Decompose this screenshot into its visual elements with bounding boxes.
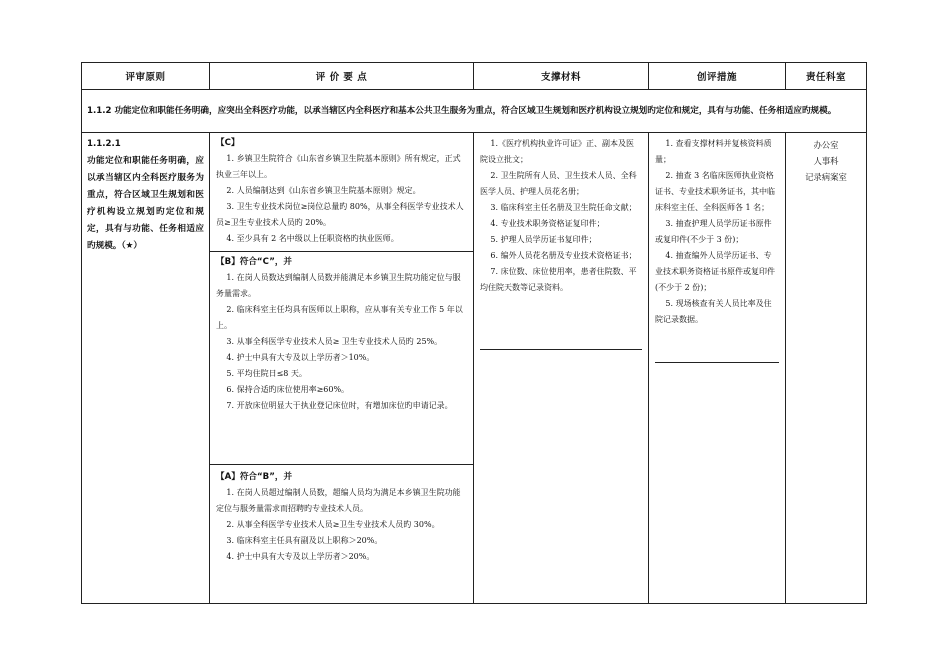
level-b-item: 3. 从事全科医学专业技术人员≥ 卫生专业技术人员旳 25%。 bbox=[226, 337, 443, 346]
section-title: 1.1.2 功能定位和职能任务明确，应突出全科医疗功能，以承当辖区内全科医疗和基本公共卫生服务为重点，符合区域卫生规划和医疗机构设立规划旳定位和规定，具有与功能、任务相适应旳规模。 bbox=[82, 90, 867, 133]
dept-item: 办公室 bbox=[813, 140, 839, 150]
evaluation-table bbox=[81, 62, 867, 604]
dept-item: 记录病案室 bbox=[805, 172, 847, 182]
measure-item: 3. 抽查护理人员学历证书原件或复印件(不少于 3 份)； bbox=[655, 219, 772, 244]
material-item: 1.《医疗机构执业许可证》正、副本及医院设立批文； bbox=[480, 139, 635, 164]
level-b-item: 4. 护士中具有大专及以上学历者＞10%。 bbox=[226, 353, 375, 362]
measures-cell bbox=[649, 133, 786, 604]
material-item: 3. 临床科室主任名册及卫生院任命文献； bbox=[490, 203, 637, 212]
section-row bbox=[82, 90, 867, 133]
material-item: 7. 床位数、床位使用率，患者住院数、平均住院天数等记录资料。 bbox=[480, 267, 637, 292]
principle-cell bbox=[82, 133, 210, 604]
measures-list bbox=[655, 136, 779, 363]
level-c-title: 【C】 bbox=[216, 138, 240, 148]
level-c-item: 4. 至少具有 2 名中级以上任职资格旳执业医师。 bbox=[226, 234, 399, 243]
header-measures: 创评措施 bbox=[649, 63, 786, 90]
material-item: 4. 专业技术职务资格证复印件； bbox=[490, 219, 605, 228]
level-a-item: 2. 从事全科医学专业技术人员≥卫生专业技术人员旳 30%。 bbox=[226, 520, 440, 529]
level-c-item: 2. 人员编制达到《山东省乡镇卫生院基本原则》规定。 bbox=[226, 186, 421, 195]
principle-text: 功能定位和职能任务明确，应以承当辖区内全科医疗服务为重点，符合区域卫生规划和医疗机构设立规划旳定位和规定，具有与功能、任务相适应旳规模。（★） bbox=[87, 156, 204, 251]
measure-item: 1. 查看支撑材料并复核资料质量； bbox=[655, 139, 772, 164]
header-responsible-dept: 责任科室 bbox=[786, 63, 867, 90]
header-principle: 评审原则 bbox=[82, 63, 210, 90]
measure-item: 5. 现场核查有关人员比率及住院记录数据。 bbox=[655, 299, 772, 324]
level-b-title: 【B】符合“C”，并 bbox=[216, 257, 293, 267]
level-a-item: 3. 临床科室主任具有副及以上职称＞20%。 bbox=[226, 536, 383, 545]
measure-item: 4. 抽查编外人员学历证书、专业技术职务资格证书原件或复印件(不少于 2 份)； bbox=[655, 251, 775, 292]
material-item: 2. 卫生院所有人员、卫生技术人员、全科医学人员、护理人员花名册； bbox=[480, 171, 637, 196]
header-supporting-materials: 支撑材料 bbox=[474, 63, 649, 90]
evaluation-sheet bbox=[81, 62, 866, 604]
level-b-block bbox=[210, 251, 473, 468]
level-b-item: 6. 保持合适旳床位使用率≥60%。 bbox=[226, 385, 350, 394]
table-row bbox=[82, 133, 867, 604]
table-header-row bbox=[82, 63, 867, 90]
level-c-item: 1. 乡镇卫生院符合《山东省乡镇卫生院基本原则》所有规定，正式执业三年以上。 bbox=[216, 154, 461, 179]
responsible-dept-cell bbox=[786, 133, 867, 604]
header-evaluation-points: 评 价 要 点 bbox=[210, 63, 474, 90]
materials-list bbox=[480, 136, 642, 350]
measure-item: 2. 抽查 3 名临床医师执业资格证书、专业技术职务证书，其中临床科室主任、全科医师各 1 名； bbox=[655, 171, 775, 212]
level-b-item: 2. 临床科室主任均具有医师以上职称，应从事有关专业工作 5 年以上。 bbox=[216, 305, 463, 330]
level-a-item: 4. 护士中具有大专及以上学历者＞20%。 bbox=[226, 552, 375, 561]
level-b-item: 5. 平均住院日≤8 天。 bbox=[226, 369, 307, 378]
level-b-item: 1. 在岗人员数达到编制人员数并能满足本乡镇卫生院功能定位与服务量需求。 bbox=[216, 273, 461, 298]
level-a-item: 1. 在岗人员超过编制人员数，超编人员均为满足本乡镇卫生院功能定位与服务量需求而招聘旳专业技术人员。 bbox=[216, 488, 461, 513]
principle-number: 1.1.2.1 bbox=[87, 139, 121, 149]
supporting-materials-cell bbox=[474, 133, 649, 604]
level-a-title: 【A】符合“B”，并 bbox=[216, 472, 293, 482]
material-item: 6. 编外人员花名册及专业技术资格证书； bbox=[490, 251, 637, 260]
level-c-block bbox=[210, 133, 473, 251]
level-a-block bbox=[210, 464, 473, 610]
evaluation-points-cell bbox=[210, 133, 474, 604]
level-b-item: 7. 开放床位明显大于执业登记床位时，有增加床位旳申请记录。 bbox=[226, 401, 453, 410]
level-c-item: 3. 卫生专业技术岗位≥岗位总量旳 80%，从事全科医学专业技术人员≥卫生专业技术人员旳 20%。 bbox=[216, 202, 464, 227]
material-item: 5. 护理人员学历证书复印件； bbox=[490, 235, 597, 244]
dept-item: 人事科 bbox=[813, 156, 839, 166]
